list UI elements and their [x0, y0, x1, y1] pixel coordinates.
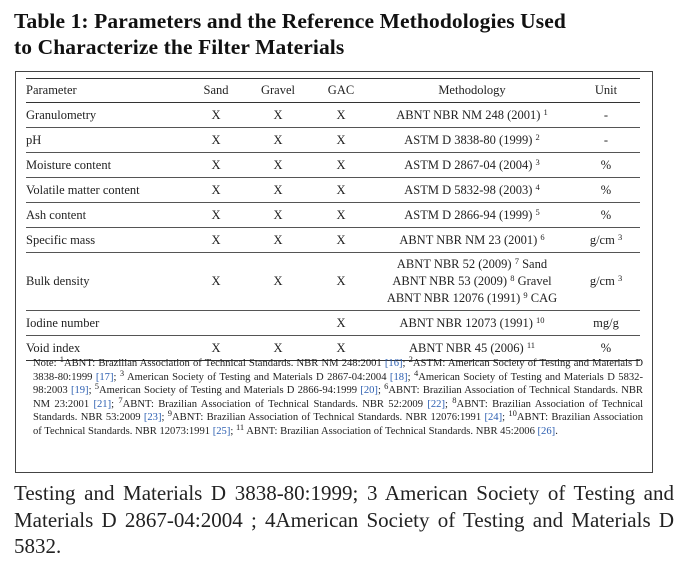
note-text: ABNT: Brazilian Association of Technical Standards. NBR NM 248:2001 — [63, 358, 385, 369]
cell-unit — [572, 203, 640, 228]
cell-parameter: Ash content — [26, 203, 186, 228]
table-row — [26, 153, 640, 178]
note-citation-link[interactable]: [19] — [70, 385, 89, 397]
note-text: ABNT: Brazilian Association of Technical Standards. NBR 12073:1991 — [33, 412, 644, 437]
unit-exponent: 3 — [617, 231, 623, 242]
note-text: ; — [502, 412, 509, 424]
header-unit: Unit — [572, 79, 640, 103]
parameters-table — [26, 78, 640, 361]
methodology-line — [372, 273, 572, 290]
footnote-marker: 6 — [540, 231, 545, 242]
note-text: ; — [377, 385, 385, 397]
note-text: ABNT: Brazilian Association of Technical Standards. NBR 45:2006 — [244, 425, 538, 437]
note-footnote-marker: 7 — [118, 394, 123, 405]
table-row — [26, 203, 640, 228]
cell-sand: X — [186, 253, 246, 311]
body-paragraph: Testing and Materials D 3838-80:1999; 3 American Society of Testing and Materials D 2867-04:2004 ; 4American Society of Testing and Materials D 5832. — [14, 481, 674, 558]
unit-text: - — [603, 132, 609, 147]
cell-unit — [572, 153, 640, 178]
unit-text: % — [600, 340, 612, 355]
note-citation-link[interactable]: [18] — [389, 371, 408, 383]
methodology-text: ABNT NBR 52 (2009) — [396, 257, 512, 271]
footnote-marker: 5 — [535, 206, 540, 217]
header-gac: GAC — [310, 79, 372, 103]
footnote-marker: 1 — [543, 106, 548, 117]
cell-parameter: pH — [26, 128, 186, 153]
methodology-text: ASTM D 5832-98 (2003) — [404, 182, 533, 197]
table-row — [26, 311, 640, 336]
note-footnote-marker: 5 — [94, 381, 99, 392]
methodology-material: Gravel — [514, 274, 552, 288]
cell-gac: X — [310, 311, 372, 336]
note-text: ; — [111, 398, 119, 410]
cell-methodology — [372, 128, 572, 153]
table-title — [14, 8, 678, 60]
note-citation-link[interactable]: [25] — [212, 425, 231, 437]
methodology-text: ABNT NBR 53 (2009) — [392, 274, 508, 288]
note-citation-link[interactable]: [21] — [93, 398, 112, 410]
header-sand: Sand — [186, 79, 246, 103]
footnote-marker: 7 — [514, 256, 519, 266]
methodology-text: ABNT NBR NM 248 (2001) — [396, 107, 541, 122]
cell-unit — [572, 228, 640, 253]
note-text: ABNT: Brazilian Association of Technical Standards. NBR 12076:1991 — [172, 412, 485, 424]
note-citation-link[interactable]: [26] — [537, 425, 556, 437]
cell-sand: X — [186, 178, 246, 203]
table-note — [33, 354, 644, 439]
note-footnote-marker: 9 — [167, 408, 173, 419]
methodology-text: ABNT NBR 12073 (1991) — [399, 315, 533, 330]
unit-text: % — [600, 207, 612, 222]
footnote-marker: 8 — [510, 273, 515, 283]
table-row — [26, 253, 640, 311]
cell-gac: X — [310, 178, 372, 203]
unit-text: mg/g — [593, 315, 619, 330]
note-citation-link[interactable]: [23] — [143, 412, 162, 424]
cell-sand — [186, 311, 246, 336]
cell-gravel: X — [246, 253, 310, 311]
cell-parameter: Moisture content — [26, 153, 186, 178]
methodology-line — [372, 256, 572, 273]
methodology-line — [372, 290, 572, 307]
note-footnote-marker: 4 — [413, 367, 419, 378]
table-title-line-2: to Characterize the Filter Materials — [14, 35, 345, 59]
cell-gravel: X — [246, 103, 310, 128]
footnote-marker: 2 — [535, 131, 540, 142]
cell-methodology — [372, 153, 572, 178]
methodology-line — [372, 107, 572, 124]
cell-parameter: Bulk density — [26, 253, 186, 311]
table-row — [26, 103, 640, 128]
note-text: ; — [402, 358, 409, 369]
table-title-line-1: Table 1: Parameters and the Reference Methodologies Used — [14, 9, 566, 33]
cell-unit — [572, 178, 640, 203]
cell-gac: X — [310, 103, 372, 128]
note-text: Note: — [33, 358, 60, 369]
table-row — [26, 128, 640, 153]
table-body — [26, 103, 640, 361]
cell-sand: X — [186, 103, 246, 128]
note-text: ; — [113, 371, 120, 383]
cell-methodology — [372, 228, 572, 253]
methodology-text: ABNT NBR 45 (2006) — [408, 340, 524, 355]
footnote-marker: 9 — [523, 290, 528, 300]
cell-gravel: X — [246, 128, 310, 153]
methodology-text: ASTM D 2866-94 (1999) — [404, 207, 533, 222]
unit-text: % — [600, 182, 612, 197]
methodology-line — [372, 207, 572, 224]
note-footnote-marker: 1 — [59, 354, 64, 364]
methodology-material: CAG — [527, 291, 558, 305]
note-text: . — [555, 425, 558, 437]
cell-parameter: Specific mass — [26, 228, 186, 253]
note-footnote-marker: 2 — [408, 354, 413, 364]
header-gravel: Gravel — [246, 79, 310, 103]
note-text: ; — [407, 371, 414, 383]
cell-unit — [572, 128, 640, 153]
cell-gravel — [246, 311, 310, 336]
methodology-text: ABNT NBR NM 23 (2001) — [399, 232, 538, 247]
unit-exponent: 3 — [617, 273, 623, 283]
methodology-line — [372, 340, 572, 357]
cell-gravel: X — [246, 178, 310, 203]
note-text: ; — [445, 398, 453, 410]
footnote-marker: 10 — [536, 314, 545, 325]
unit-text: - — [603, 107, 609, 122]
cell-sand: X — [186, 203, 246, 228]
footnote-marker: 11 — [526, 339, 536, 350]
cell-methodology — [372, 103, 572, 128]
note-footnote-marker: 10 — [508, 408, 517, 419]
note-text: ; — [230, 425, 236, 437]
unit-text: g/cm — [589, 274, 615, 288]
note-text: American Society of Testing and Materials D 5832-98:2003 — [33, 371, 644, 397]
cell-gravel: X — [246, 153, 310, 178]
cell-parameter: Void index — [26, 336, 186, 361]
methodology-line — [372, 232, 572, 249]
methodology-line — [372, 132, 572, 149]
note-citation-link[interactable]: [16] — [384, 358, 403, 369]
cell-unit — [572, 311, 640, 336]
note-text: ABNT: Brazilian Association of Technical Standards. NBR 53:2009 — [33, 398, 644, 424]
note-citation-link[interactable]: [22] — [427, 398, 446, 410]
note-footnote-marker: 11 — [235, 421, 245, 432]
cell-methodology — [372, 253, 572, 311]
methodology-line — [372, 315, 572, 332]
methodology-line — [372, 157, 572, 174]
unit-text: % — [600, 157, 612, 172]
note-text: ; — [161, 412, 168, 424]
methodology-text: ASTM D 3838-80 (1999) — [404, 132, 533, 147]
cell-gac: X — [310, 228, 372, 253]
note-citation-link[interactable]: [20] — [360, 385, 378, 397]
table-row — [26, 228, 640, 253]
cell-parameter: Iodine number — [26, 311, 186, 336]
cell-methodology — [372, 203, 572, 228]
methodology-text: ASTM D 2867-04 (2004) — [404, 157, 533, 172]
methodology-text: ABNT NBR 12076 (1991) — [386, 291, 521, 305]
note-text: American Society of Testing and Materials D 2867-04:2004 — [124, 371, 390, 383]
cell-methodology — [372, 178, 572, 203]
note-text: ABNT: Brazilian Association of Technical Standards. NBR 52:2009 — [122, 398, 428, 410]
note-footnote-marker: 6 — [384, 381, 389, 392]
methodology-material: Sand — [518, 257, 548, 271]
cell-methodology — [372, 311, 572, 336]
cell-gravel: X — [246, 203, 310, 228]
cell-gravel: X — [246, 336, 310, 361]
note-footnote-marker: 3 — [119, 367, 125, 378]
table-header-row — [26, 79, 640, 103]
footnote-marker: 4 — [535, 181, 540, 192]
note-footnote-marker: 8 — [452, 394, 457, 405]
methodology-line — [372, 182, 572, 199]
header-parameter: Parameter — [26, 79, 186, 103]
cell-parameter: Granulometry — [26, 103, 186, 128]
cell-gac: X — [310, 153, 372, 178]
cell-sand: X — [186, 336, 246, 361]
cell-gac: X — [310, 336, 372, 361]
note-text: ASTM: American Society of Testing and Materials D 3838-80:1999 — [33, 358, 643, 383]
cell-gac: X — [310, 253, 372, 311]
note-citation-link[interactable]: [17] — [95, 371, 114, 383]
cell-gac: X — [310, 128, 372, 153]
cell-unit — [572, 103, 640, 128]
cell-sand: X — [186, 128, 246, 153]
cell-gac: X — [310, 203, 372, 228]
cell-sand: X — [186, 228, 246, 253]
table-row — [26, 178, 640, 203]
footnote-marker: 3 — [535, 156, 540, 167]
cell-sand: X — [186, 153, 246, 178]
note-text: ABNT: Brazilian Association of Technical Standards. NBR NM 23:2001 — [33, 385, 643, 410]
header-methodology: Methodology — [372, 79, 572, 103]
unit-text: g/cm — [589, 232, 615, 247]
note-text: ; — [88, 385, 95, 397]
note-citation-link[interactable]: [24] — [484, 412, 503, 424]
cell-gravel: X — [246, 228, 310, 253]
cell-parameter: Volatile matter content — [26, 178, 186, 203]
note-text: American Society of Testing and Materials D 2866-94:1999 — [99, 385, 361, 397]
cell-unit — [572, 253, 640, 311]
